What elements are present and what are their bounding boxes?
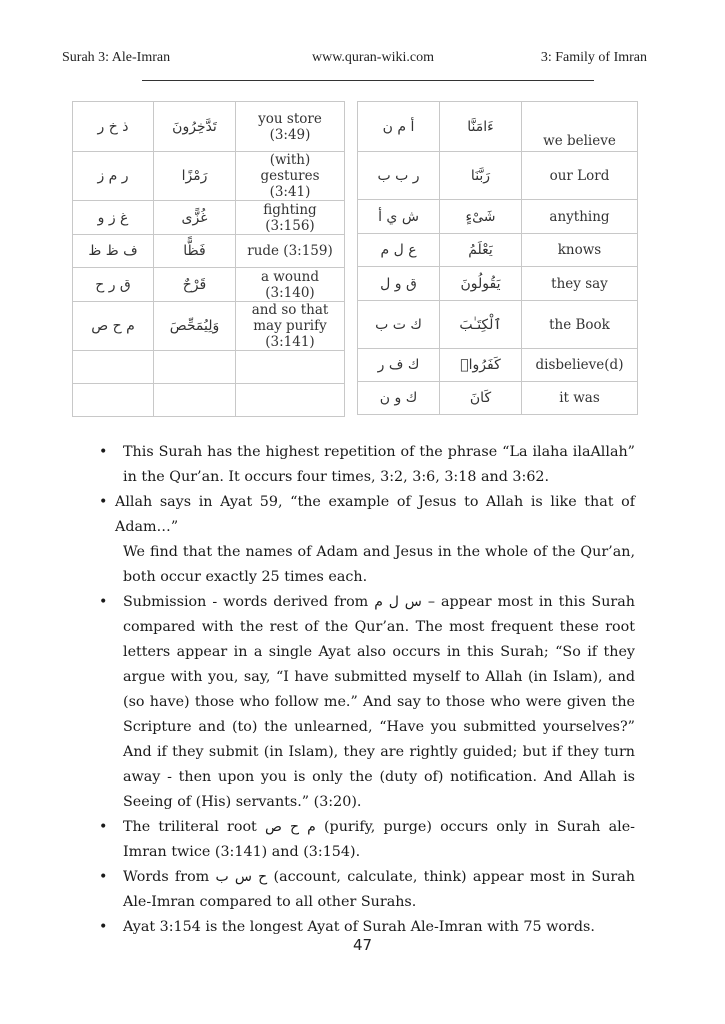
arabic-word [154, 351, 236, 384]
table-row [73, 201, 345, 235]
meaning: we believe [522, 102, 638, 152]
table-row [358, 301, 638, 349]
root-letters: ك و ن [358, 382, 440, 415]
arabic-word: رَمْزًا [154, 152, 236, 201]
meaning: you store (3:49) [236, 102, 345, 152]
fact-text-post: – appear most in this Surah compared with the rest of the Qur’an. The most frequent these root letters appear in a single Ayat also occurs in this Surah; “So if they argue with you, say, “I have submitted myself to Allah (in Islam), and (so have) those who follow me.” And say to those who were given the Scripture and (to) the unlearned, “Have you submitted yourselves?” And if they submit (in Islam), they are rightly guided; but if they turn away - then upon you is only the (duty of) notification. And Allah is Seeing of (His) servants.” (3:20). [123, 594, 635, 810]
header-website: www.quran-wiki.com [312, 50, 434, 65]
meaning: a wound (3:140) [236, 268, 345, 302]
table-row [358, 382, 638, 415]
bullet-icon: • [99, 444, 108, 460]
list-item [95, 815, 635, 865]
fact-text-line1: Allah says in Ayat 59, “the example of Jesus to Allah is like that of Adam…” [115, 494, 635, 535]
vocab-table-right [357, 101, 638, 415]
fact-text-post: (account, calculate, think) appear most in Surah Ale-Imran compared to all other Surahs. [123, 869, 635, 910]
table-row [358, 152, 638, 200]
list-item [95, 865, 635, 915]
root-letters [73, 351, 154, 384]
fact-text: Ayat 3:154 is the longest Ayat of Surah Ale-Imran with 75 words. [123, 919, 595, 935]
table-row [73, 152, 345, 201]
arabic-word: وَلِيُمَحِّصَ [154, 302, 236, 351]
fact-text: This Surah has the highest repetition of the phrase “La ilaha ilaAllah” in the Qur’an. It occurs four times, 3:2, 3:6, 3:18 and 3:62. [123, 444, 635, 485]
arabic-word: تَدَّخِرُونَ [154, 102, 236, 152]
meaning: the Book [522, 301, 638, 349]
fact-text-pre: Words from [123, 869, 216, 885]
page-number: 47 [352, 936, 373, 954]
fact-text-pre: The triliteral root [123, 819, 265, 835]
facts-list [95, 440, 635, 940]
root-letters: ق و ل [358, 267, 440, 301]
fact-text-post: (purify, purge) occurs only in Surah ale-Imran twice (3:141) and (3:154). [123, 819, 636, 860]
root-letters: ك ف ر [358, 349, 440, 382]
arabic-word: شَىْءٍ [440, 200, 522, 234]
bullet-icon: • [99, 819, 108, 835]
root-letters: ش ي أ [358, 200, 440, 234]
arabic-word: قَرْحٌ [154, 268, 236, 302]
bullet-icon: • [99, 919, 108, 935]
meaning: they say [522, 267, 638, 301]
arabic-word: ٱلْكِتَـٰبَ [440, 301, 522, 349]
meaning: our Lord [522, 152, 638, 200]
root-letters: أ م ن [358, 102, 440, 152]
arabic-word: رَبَّنَا [440, 152, 522, 200]
arabic-root: م ح ص [264, 819, 316, 835]
list-item [95, 590, 635, 815]
root-letters: ك ت ب [358, 301, 440, 349]
arabic-word: كَفَرُوا۟ [440, 349, 522, 382]
running-header [62, 50, 647, 70]
table-row [358, 102, 638, 152]
arabic-word: يَعْلَمُ [440, 234, 522, 267]
table-row [73, 102, 345, 152]
root-letters: ر م ز [73, 152, 154, 201]
arabic-word: فَظًّا [154, 235, 236, 268]
list-item [95, 440, 635, 490]
meaning: and so that may purify (3:141) [236, 302, 345, 351]
header-surah-meaning: 3: Family of Imran [540, 50, 647, 65]
bullet-icon: • [99, 594, 108, 610]
root-letters: ذ خ ر [73, 102, 154, 152]
meaning [236, 384, 345, 417]
meaning: knows [522, 234, 638, 267]
table-row [73, 235, 345, 268]
arabic-word [154, 384, 236, 417]
bullet-icon: • [99, 869, 108, 885]
meaning: anything [522, 200, 638, 234]
table-row [358, 234, 638, 267]
meaning: it was [522, 382, 638, 415]
root-letters: ر ب ب [358, 152, 440, 200]
meaning: (with) gestures (3:41) [236, 152, 345, 201]
meaning [236, 351, 345, 384]
table-row [358, 349, 638, 382]
header-divider [142, 80, 594, 81]
table-row [73, 302, 345, 351]
root-letters: ف ظ ظ [73, 235, 154, 268]
arabic-word: كَانَ [440, 382, 522, 415]
fact-text-continued: We find that the names of Adam and Jesus in the whole of the Qur’an, both occur exactly 25 times each. [123, 544, 635, 585]
arabic-root: س ل م [374, 594, 422, 610]
table-row [358, 200, 638, 234]
root-letters: م ح ص [73, 302, 154, 351]
list-item [95, 490, 635, 590]
arabic-word: ءَامَنَّا [440, 102, 522, 152]
root-letters: غ ز و [73, 201, 154, 235]
meaning: rude (3:159) [236, 235, 345, 268]
arabic-word: غُزًّى [154, 201, 236, 235]
vocab-table-left [72, 101, 345, 417]
root-letters: ق ر ح [73, 268, 154, 302]
table-row [73, 384, 345, 417]
arabic-word: يَقُولُونَ [440, 267, 522, 301]
root-letters: ع ل م [358, 234, 440, 267]
bullet-icon: • [99, 494, 108, 510]
header-surah-title: Surah 3: Ale-Imran [62, 50, 171, 65]
fact-text-pre: Submission - words derived from [123, 594, 375, 610]
arabic-root: ح س ب [215, 869, 268, 885]
table-row [73, 268, 345, 302]
meaning: disbelieve(d) [522, 349, 638, 382]
table-row [73, 351, 345, 384]
root-letters [73, 384, 154, 417]
table-row [358, 267, 638, 301]
meaning: fighting (3:156) [236, 201, 345, 235]
